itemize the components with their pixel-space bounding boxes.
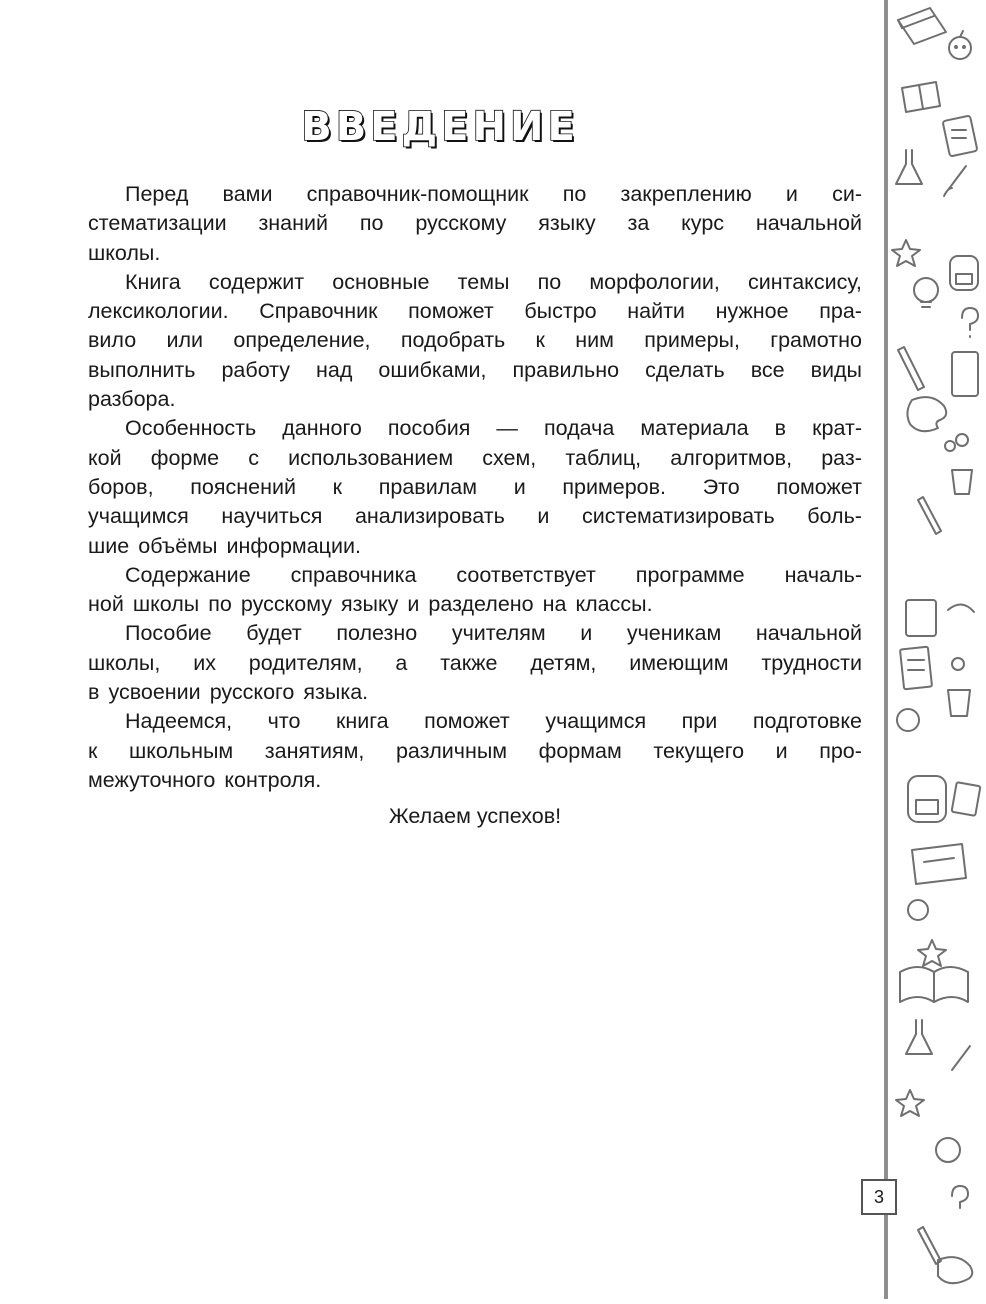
word: на — [542, 592, 567, 617]
word: систематизировать — [581, 504, 775, 529]
word: выполнить — [88, 357, 196, 382]
word: школы, — [88, 650, 161, 675]
word: родителям, — [248, 650, 363, 675]
word: синтаксису, — [747, 269, 862, 294]
word: также — [440, 650, 498, 675]
word: информации. — [226, 533, 361, 558]
word: разбора. — [88, 387, 176, 412]
word: имеющим — [629, 650, 729, 675]
word: к — [332, 474, 343, 499]
word: использованием — [288, 445, 454, 470]
word: стематизации — [88, 211, 227, 236]
text-line — [88, 268, 862, 297]
word: курс — [681, 211, 725, 236]
word: программе — [635, 562, 745, 587]
word: все — [750, 357, 785, 382]
word: боров, — [88, 474, 154, 499]
word: к — [535, 328, 545, 353]
word: основные — [332, 269, 430, 294]
word: сделать — [645, 357, 725, 382]
word: соответствует — [456, 562, 596, 587]
word: полезно — [336, 621, 418, 646]
word: учащимся — [545, 709, 647, 734]
text-line — [88, 473, 862, 502]
school-doodles-icon — [888, 0, 986, 1299]
word: вами — [222, 182, 273, 206]
text-line — [88, 532, 862, 561]
word: ним — [575, 328, 614, 353]
word: по — [208, 592, 232, 617]
word: Содержание — [125, 562, 251, 587]
word: языку — [341, 592, 399, 617]
word: алгоритмов, — [670, 445, 793, 470]
word: русскому — [240, 592, 332, 617]
word: пра- — [819, 299, 862, 324]
text-line — [88, 297, 862, 326]
word: поможет — [408, 299, 494, 324]
word: материала — [640, 416, 749, 441]
word: найти — [627, 299, 685, 324]
word: учащимся — [88, 504, 189, 529]
word: пояснений — [190, 474, 296, 499]
word: пособия — [387, 416, 471, 441]
word: будет — [246, 621, 302, 646]
word: работу — [221, 357, 291, 382]
word: и — [580, 621, 593, 646]
word: крат- — [812, 416, 862, 441]
word: поможет — [776, 474, 862, 499]
word: Особенность — [125, 416, 257, 441]
word: по — [562, 182, 587, 206]
word: классы. — [575, 592, 653, 617]
word: грамотно — [770, 328, 862, 353]
word: русского — [209, 680, 295, 705]
word: — — [496, 416, 518, 441]
word: определение, — [233, 328, 371, 353]
word: по — [537, 269, 562, 294]
word: справочник-помощник — [306, 182, 529, 206]
word: их — [193, 650, 216, 675]
word: по — [359, 211, 384, 236]
word: Пособие — [125, 621, 212, 646]
text-line — [88, 385, 862, 414]
word: закреплению — [620, 182, 752, 206]
text-line — [88, 326, 862, 355]
word: занятиям, — [264, 738, 365, 763]
word: схем, — [482, 445, 537, 470]
word: русскому — [415, 211, 507, 236]
word: про- — [819, 738, 862, 763]
word: лексикологии. — [88, 299, 229, 324]
text-line — [88, 707, 862, 736]
word: объёмы — [138, 533, 218, 558]
word: трудности — [761, 650, 862, 675]
word: быстро — [524, 299, 597, 324]
doodle-margin — [884, 0, 986, 1299]
word: и — [775, 738, 788, 763]
intro-text — [88, 180, 862, 795]
word: подобрать — [400, 328, 506, 353]
word: и — [407, 592, 420, 617]
word: научиться — [221, 504, 323, 529]
word: различным — [395, 738, 508, 763]
text-line — [88, 590, 862, 619]
word: учителям — [451, 621, 546, 646]
word: что — [267, 709, 301, 734]
word: раз- — [821, 445, 862, 470]
word: Перед — [125, 182, 189, 206]
word: межуточного — [88, 767, 216, 792]
word: разделено — [428, 592, 534, 617]
word: книга — [335, 709, 389, 734]
word: начальной — [755, 211, 862, 236]
page-number: 3 — [861, 1179, 897, 1215]
word: подготовке — [752, 709, 862, 734]
word: а — [395, 650, 408, 675]
word: контроля. — [224, 767, 322, 792]
text-line — [88, 678, 862, 707]
word: с — [248, 445, 259, 470]
word: при — [681, 709, 718, 734]
word: знаний — [258, 211, 329, 236]
word: в — [88, 680, 100, 705]
text-line — [88, 209, 862, 238]
text-line — [88, 502, 862, 531]
word: Книга — [125, 269, 181, 294]
text-line — [88, 414, 862, 443]
word: виды — [810, 357, 862, 382]
word: анализировать — [354, 504, 505, 529]
word: ошибками, — [378, 357, 487, 382]
text-line — [88, 180, 862, 209]
word: начальной — [755, 621, 862, 646]
text-line — [88, 649, 862, 678]
word: формам — [538, 738, 622, 763]
word: и — [513, 474, 526, 499]
text-line — [88, 444, 862, 473]
text-line — [88, 239, 862, 268]
word: языку — [538, 211, 596, 236]
word: ной — [88, 592, 124, 617]
word: нужное — [715, 299, 789, 324]
word: в — [774, 416, 787, 441]
word: темы — [457, 269, 510, 294]
word: усвоении — [108, 680, 201, 705]
word: и — [537, 504, 550, 529]
word: к — [88, 738, 98, 763]
word: морфологии, — [589, 269, 720, 294]
word: Справочник — [259, 299, 378, 324]
closing-line: Желаем успехов! — [388, 804, 562, 828]
word: примеров. — [562, 474, 667, 499]
word: примеры, — [644, 328, 740, 353]
text-line — [88, 737, 862, 766]
word: данного — [282, 416, 362, 441]
word: школы — [132, 592, 200, 617]
word: текущего — [653, 738, 745, 763]
word: содержит — [208, 269, 305, 294]
word: детям, — [530, 650, 597, 675]
page-title: ВВЕДЕНИЕ — [301, 104, 579, 150]
word: или — [166, 328, 204, 353]
word: вило — [88, 328, 137, 353]
text-line — [88, 766, 862, 795]
word: правильно — [512, 357, 620, 382]
word: школьным — [128, 738, 234, 763]
text-line — [88, 619, 862, 648]
word: Это — [702, 474, 740, 499]
word: поможет — [424, 709, 510, 734]
word: правилам — [378, 474, 478, 499]
word: боль- — [807, 504, 862, 529]
word: кой — [88, 445, 122, 470]
text-line — [88, 356, 862, 385]
word: над — [316, 357, 353, 382]
word: началь- — [784, 562, 862, 587]
word: справочника — [290, 562, 417, 587]
word: шие — [88, 533, 130, 558]
word: си- — [832, 182, 862, 206]
word: форме — [150, 445, 220, 470]
word: ученикам — [626, 621, 722, 646]
text-line — [88, 561, 862, 590]
word: за — [627, 211, 650, 236]
word: таблиц, — [565, 445, 642, 470]
word: и — [785, 182, 798, 206]
word: языка. — [303, 680, 369, 705]
word: школы. — [88, 240, 161, 265]
word: подача — [543, 416, 615, 441]
word: Надеемся, — [125, 709, 233, 734]
